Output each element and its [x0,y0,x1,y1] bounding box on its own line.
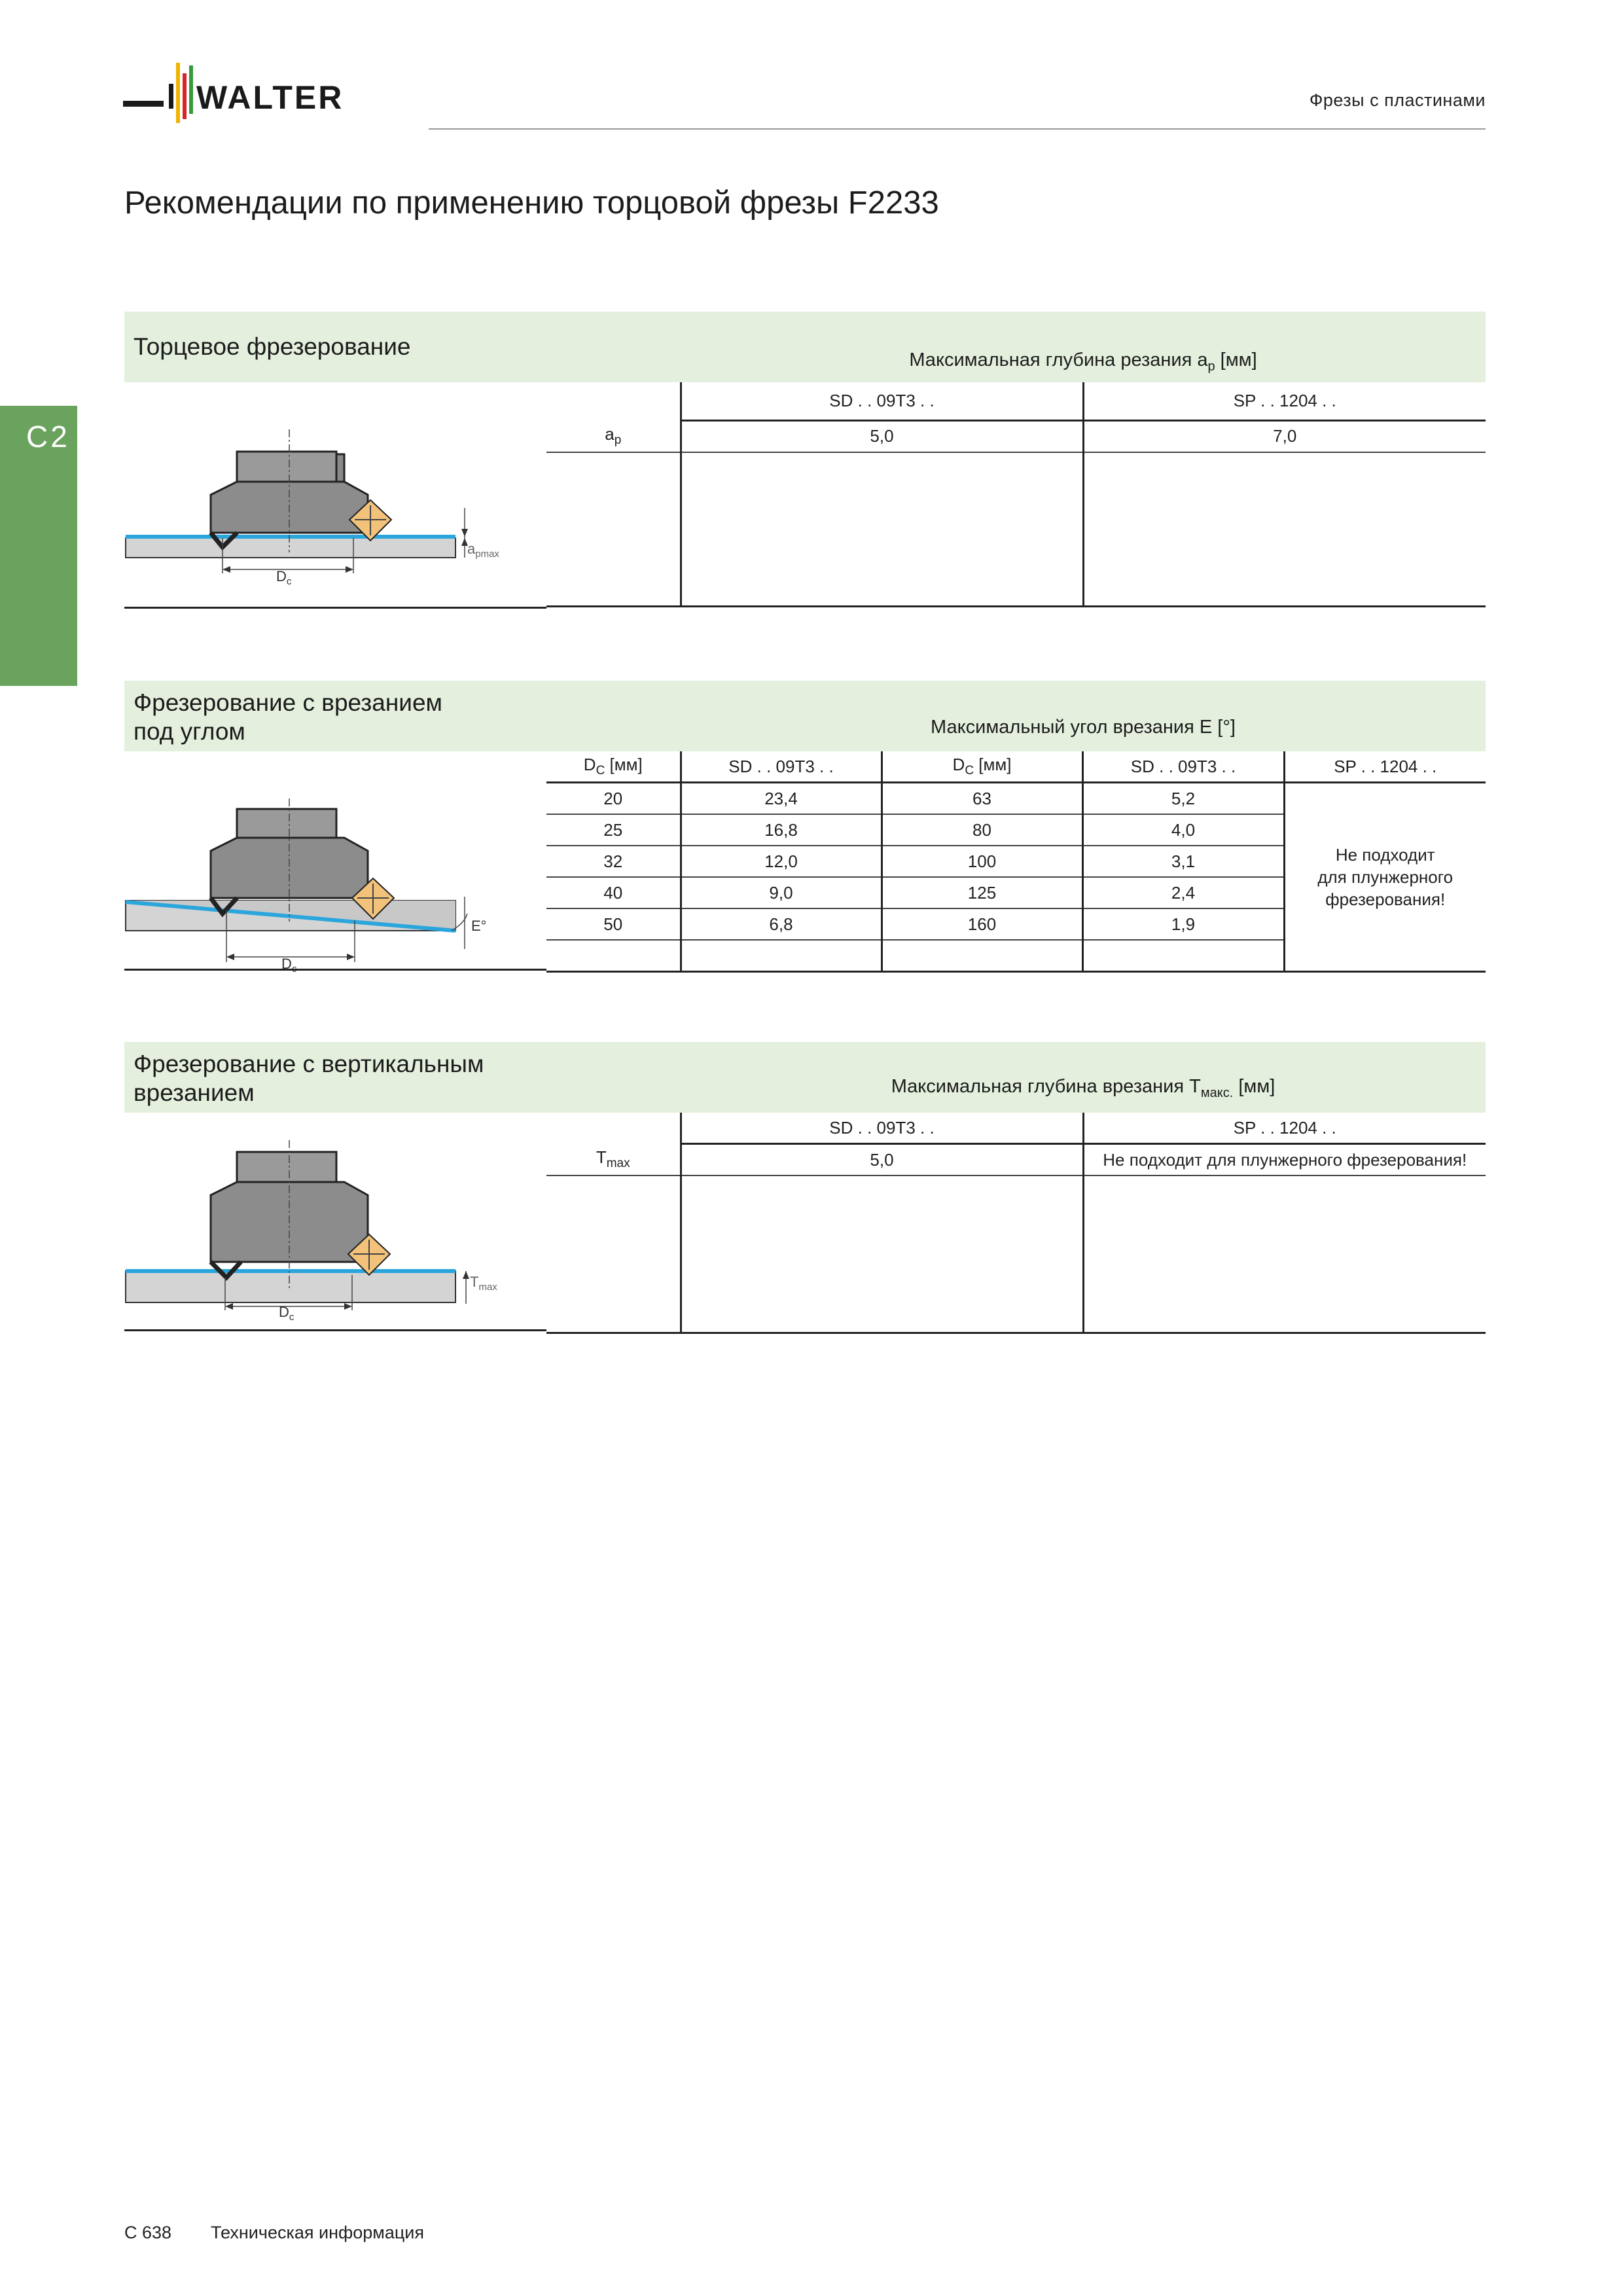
table-cell: 1,9 [1082,908,1284,940]
page-title: Рекомендации по применению торцовой фрезы F2233 [124,185,939,221]
table-cell [681,452,1083,607]
table-cell [1083,452,1486,607]
sp-not-suitable-note: Не подходит для плунжерного фрезерования! [1284,783,1486,972]
section-bottom-rule [124,607,546,609]
col-header: SD . . 09T3 . . [1082,751,1284,783]
ramping-diagram [124,753,517,975]
table-cell: 20 [546,783,681,815]
col-header: $D_C$ [мм] [882,751,1082,783]
col-header: $D_C$ [мм] [546,751,681,783]
table-cell: 32 [546,846,681,877]
table-cell [1083,1175,1486,1333]
svg-text:apmax: $a_{pmax}$ [467,541,499,560]
section-ramping [124,681,1486,975]
table-cell [546,1175,681,1333]
table-cell: 25 [546,814,681,846]
face-milling-table [546,382,1486,607]
header-section-label: Фрезы с пластинами [1309,90,1486,110]
logo-text: WALTER [196,79,344,116]
table-cell: 2,4 [1082,877,1284,908]
section-bottom-rule [124,1329,546,1331]
section-face-milling [124,312,1486,613]
svg-text:Dc: $D_c$ [281,956,297,975]
svg-text:Dc: $D_c$ [276,568,292,587]
ramping-table [546,751,1486,973]
table-cell: 100 [882,846,1082,877]
section-title: Фрезерование с врезанием под углом [134,689,442,745]
col-header: SP . . 1204 . . [1284,751,1486,783]
section-title: Торцевое фрезерование [134,333,411,360]
table-cell [681,940,882,972]
table-cell: 125 [882,877,1082,908]
section-bottom-rule [124,969,546,971]
face-milling-diagram [124,384,517,606]
plunging-diagram [124,1114,517,1336]
plunging-table [546,1113,1486,1334]
table-cell: 23,4 [681,783,882,815]
table-cell: 16,8 [681,814,882,846]
section-plunging [124,1042,1486,1343]
depth-label: a [467,541,476,557]
table-cell: 80 [882,814,1082,846]
table-cell: 12,0 [681,846,882,877]
table-cell: 3,1 [1082,846,1284,877]
table-cell: 9,0 [681,877,882,908]
row-label: $T_{max}$ [546,1144,681,1176]
header-blank [546,1113,681,1144]
svg-text:Dc: $D_c$ [279,1304,294,1323]
footer-text: Техническая информация [211,2223,425,2242]
section-title: Фрезерование с вертикальным врезанием [134,1050,484,1106]
depth-label: T [470,1274,479,1290]
table-cell: Не подходит для плунжерного фрезерования! [1083,1144,1486,1176]
table-cell: 5,0 [681,1144,1083,1176]
svg-text:Tmax: $T_{max}$ [470,1274,497,1293]
col-header: SD . . 09T3 . . [681,1113,1083,1144]
diameter-label: D [276,568,287,584]
section-subtitle: Максимальная глубина резания $a_p$ [мм] [909,350,1257,374]
table-cell [546,940,681,972]
header-blank [546,382,681,420]
section-subtitle: Максимальная глубина врезания $T_{макс.}$ [мм] [891,1076,1275,1100]
angle-label: E° [471,918,487,934]
table-cell: 7,0 [1083,420,1486,452]
table-cell [546,452,681,607]
table-cell: 5,2 [1082,783,1284,815]
table-cell: 160 [882,908,1082,940]
footer-page-number: C 638 [124,2223,172,2242]
table-cell: 4,0 [1082,814,1284,846]
col-header: SP . . 1204 . . [1083,1113,1486,1144]
table-cell [1082,940,1284,972]
table-cell: 63 [882,783,1082,815]
section-subtitle: Максимальный угол врезания E [°] [931,717,1236,738]
table-cell [681,1175,1083,1333]
walter-logo [123,60,404,132]
table-cell: 6,8 [681,908,882,940]
table-cell: 50 [546,908,681,940]
diameter-label: D [281,956,292,972]
header-divider [429,128,1486,130]
row-label: $a_p$ [546,420,681,452]
col-header: SD . . 09T3 . . [681,751,882,783]
col-header: SD . . 09T3 . . [681,382,1083,420]
table-cell: 5,0 [681,420,1083,452]
col-header: SP . . 1204 . . [1083,382,1486,420]
table-cell: 40 [546,877,681,908]
chapter-tab [0,406,77,686]
diameter-label: D [279,1304,289,1320]
chapter-tab-label: C2 [26,420,70,454]
table-cell [882,940,1082,972]
